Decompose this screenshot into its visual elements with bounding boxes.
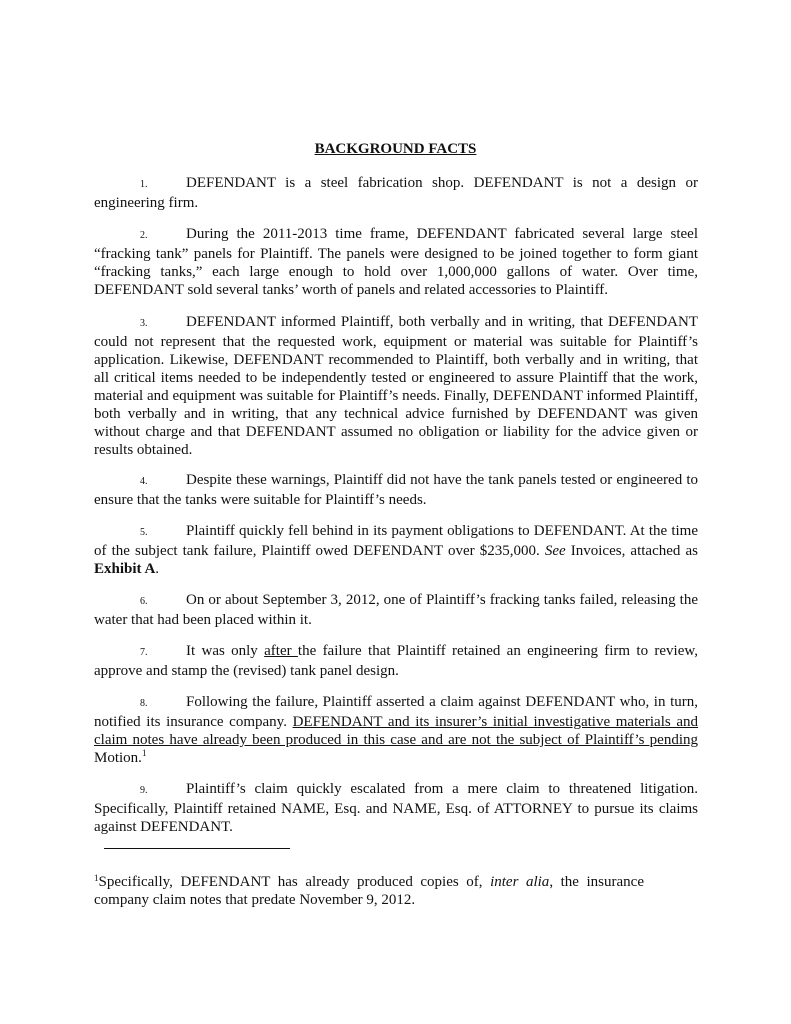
paragraph-8 — [94, 693, 698, 767]
footnote — [94, 873, 644, 909]
see-signal: See — [544, 543, 566, 559]
paragraph-number: 5. — [140, 527, 148, 538]
exhibit-reference: Exhibit A — [94, 561, 156, 577]
paragraph-5 — [94, 522, 698, 578]
paragraph-4 — [94, 471, 698, 509]
paragraph-text: It was only — [186, 643, 265, 659]
paragraph-number: 2. — [140, 230, 148, 241]
paragraph-text: Following the failure, Plaintiff asserted a claim against DEFENDANT who, in turn, notified its insurance company. — [94, 694, 698, 730]
paragraph-number: 3. — [140, 318, 148, 329]
footnote-text: Specifically, DEFENDANT has already produced copies of, — [98, 874, 491, 890]
paragraph-6 — [94, 591, 698, 629]
paragraph-number: 8. — [140, 698, 148, 709]
paragraph-text: Invoices, attached as — [565, 543, 698, 559]
paragraph-text: . — [155, 561, 160, 577]
paragraph-3 — [94, 313, 698, 459]
footnote-italic: inter alia — [490, 874, 550, 890]
footnote-text: , the insurance company claim notes that predate November 9, 2012. — [94, 874, 644, 908]
paragraph-9 — [94, 780, 698, 836]
paragraph-number: 1. — [140, 179, 148, 190]
paragraph-number: 6. — [140, 596, 148, 607]
emphasis-after: after — [264, 643, 298, 659]
footnote-separator — [104, 848, 290, 849]
paragraph-number: 4. — [140, 476, 148, 487]
section-title: BACKGROUND FACTS — [314, 141, 477, 157]
paragraph-number: 9. — [140, 785, 148, 796]
paragraph-2 — [94, 225, 698, 299]
footnote-number: 1 — [94, 873, 99, 883]
paragraph-number: 7. — [140, 647, 148, 658]
paragraph-1 — [94, 174, 698, 212]
paragraph-7 — [94, 642, 698, 680]
paragraph-text: DEFENDANT is a steel fabrication shop. DEFENDANT is not a design or engineering firm. — [94, 175, 698, 211]
paragraph-text: Motion. — [94, 750, 142, 766]
paragraph-text: Plaintiff quickly fell behind in its payment obligations to DEFENDANT. At the time of the subject tank failure, Plaintiff owed DEFENDANT over $235,000. — [94, 523, 698, 559]
paragraph-text: Plaintiff’s claim quickly escalated from a mere claim to threatened litigation. Specifically, Plaintiff retained NAME, Esq. and NAME, Esq. of ATTORNEY to pursue its claims against DEFENDANT. — [94, 781, 698, 835]
paragraph-text: On or about September 3, 2012, one of Plaintiff’s fracking tanks failed, releasing the water that had been placed within it. — [94, 592, 698, 628]
footnote-reference: 1 — [141, 748, 147, 758]
paragraph-text: DEFENDANT informed Plaintiff, both verbally and in writing, that DEFENDANT could not represent that the requested work, equipment or material was suitable for Plaintiff’s application. Likewise, DEFENDANT recommended to Plaintiff, both verbally and in writing, that all critical items needed to be independently tested or engineered to assure Plaintiff that the work, material and equipment was suitable for Plaintiff’s needs. Finally, DEFENDANT informed Plaintiff, both verbally and in writing, that any technical advice furnished by DEFENDANT was given without charge and that DEFENDANT assumed no obligation or liability for the advice given or results obtained. — [94, 314, 698, 458]
paragraph-text: the failure that Plaintiff retained an engineering firm to review, approve and stamp the (revised) tank panel design. — [94, 643, 698, 679]
underlined-statement: DEFENDANT and its insurer’s initial investigative materials and claim notes have already been produced in this case and are not the subject of Plaintiff’s pending — [94, 714, 699, 748]
paragraph-text: Despite these warnings, Plaintiff did not have the tank panels tested or engineered to ensure that the tanks were suitable for Plaintiff’s needs. — [94, 472, 698, 508]
paragraph-text: During the 2011-2013 time frame, DEFENDANT fabricated several large steel “fracking tank” panels for Plaintiff. The panels were designed to be joined together to form giant “fracking tanks,” each large enough to hold over 1,000,000 gallons of water. Over time, DEFENDANT sold several tanks’ worth of panels and related accessories to Plaintiff. — [94, 226, 698, 298]
